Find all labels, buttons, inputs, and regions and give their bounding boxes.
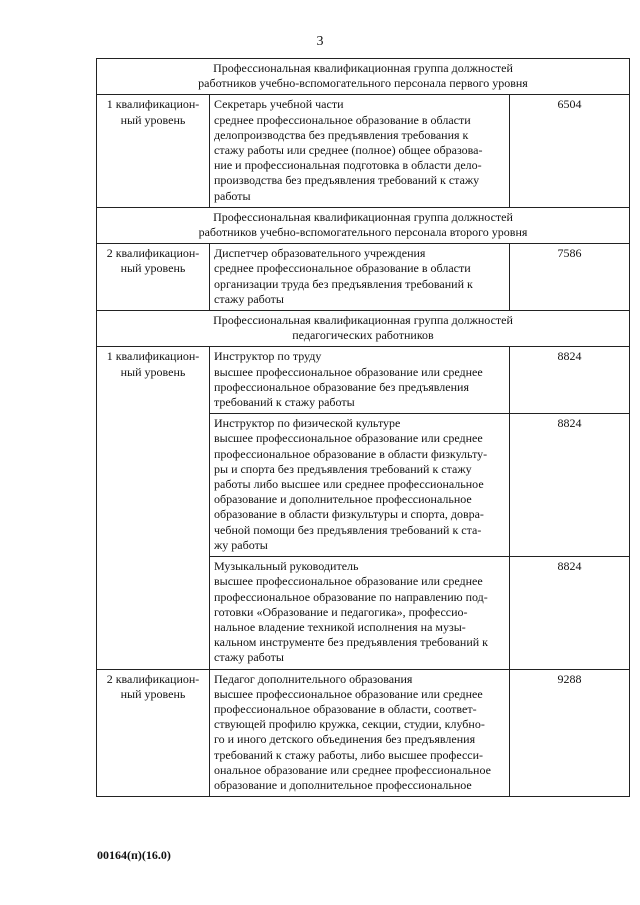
position-row: [97, 669, 630, 797]
group-header-line: работников учебно-вспомогательного персонала второго уровня: [198, 225, 528, 240]
qualification-level-cell: [97, 347, 210, 669]
position-description-cell: [210, 669, 510, 797]
group-header-row: [97, 207, 630, 243]
position-description-line: высшее профессиональное образование или среднее: [214, 364, 483, 379]
group-header: [97, 311, 630, 347]
position-description-line: жу работы: [214, 537, 268, 552]
qualification-level-cell: [97, 669, 210, 797]
position-description-line: ние и профессиональная подготовка в области дело-: [214, 158, 482, 173]
salary-cell: 8824: [510, 347, 630, 414]
position-description-line: требований к стажу работы, либо высшее професси-: [214, 747, 484, 762]
position-description-line: организации труда без предъявления требований к: [214, 276, 473, 291]
position-description-line: Музыкальный руководитель: [214, 559, 359, 574]
position-description-line: чебной помощи без предъявления требований к ста-: [214, 522, 482, 537]
qualification-level-line: ный уровень: [120, 364, 186, 379]
position-description-line: ствующей профилю кружка, секции, студии, клубно-: [214, 717, 485, 732]
position-description-line: Инструктор по физической культуре: [214, 416, 401, 431]
qualification-table-body: [97, 59, 630, 797]
group-header-row: [97, 311, 630, 347]
position-description-line: высшее профессиональное образование или среднее: [214, 431, 483, 446]
salary-cell: 9288: [510, 669, 630, 797]
position-description-line: среднее профессиональное образование в области: [214, 112, 471, 127]
position-description-line: профессиональное образование без предъявления: [214, 379, 469, 394]
qualification-level-line: 1 квалификацион-: [106, 349, 200, 364]
document-code: 00164(п)(16.0): [97, 848, 171, 862]
qualification-level-line: 2 квалификацион-: [106, 246, 200, 261]
group-header-row: [97, 59, 630, 95]
position-description-line: производства без предъявления требований к стажу: [214, 173, 480, 188]
qualification-level-line: ный уровень: [120, 112, 186, 127]
position-description-line: стажу работы: [214, 650, 284, 665]
position-description-line: Секретарь учебной части: [214, 97, 344, 112]
qualification-table: [96, 58, 630, 797]
group-header-line: работников учебно-вспомогательного персонала первого уровня: [198, 76, 528, 91]
position-description-line: высшее профессиональное образование или среднее: [214, 574, 483, 589]
page-number: 3: [316, 34, 324, 49]
position-description-line: нальное владение техникой исполнения на музы-: [214, 619, 466, 634]
position-description-line: образование в области физкультуры и спорта, довра-: [214, 507, 484, 522]
qualification-level-line: ный уровень: [120, 686, 186, 701]
salary-cell: 8824: [510, 557, 630, 669]
group-header-line: Профессиональная квалификационная группа должностей: [213, 209, 513, 224]
position-description-line: готовки «Образование и педагогика», профессио-: [214, 604, 468, 619]
position-description-line: работы либо высшее или среднее профессиональное: [214, 477, 484, 492]
salary-cell: 6504: [510, 95, 630, 207]
group-header-line: Профессиональная квалификационная группа должностей: [213, 313, 513, 328]
group-header: [97, 59, 630, 95]
group-header-line: Профессиональная квалификационная группа должностей: [213, 61, 513, 75]
position-row: [97, 244, 630, 311]
position-description-cell: [210, 414, 510, 557]
position-description-line: профессиональное образование в области, соответ-: [214, 701, 477, 716]
salary-cell: 7586: [510, 244, 630, 311]
position-description-line: образование и дополнительное профессиональное: [214, 492, 472, 507]
position-description-line: стажу работы или среднее (полное) общее образова-: [214, 143, 483, 158]
position-description-line: го и иного детского объединения без предъявления: [214, 732, 476, 747]
position-description-cell: [210, 347, 510, 414]
position-description-line: кальном инструменте без предъявления требований к: [214, 635, 489, 650]
position-description-line: Педагог дополнительного образования: [214, 671, 413, 686]
position-description-line: требований к стажу работы: [214, 395, 355, 410]
position-description-line: Инструктор по труду: [214, 349, 322, 364]
position-description-cell: [210, 557, 510, 669]
position-description-line: работы: [214, 188, 251, 203]
position-description-line: Диспетчер образовательного учреждения: [214, 246, 426, 261]
position-description-line: профессиональное образование в области физкульту-: [214, 446, 488, 461]
qualification-level-line: 1 квалификацион-: [106, 97, 200, 112]
qualification-level-cell: [97, 244, 210, 311]
position-description-line: ональное образование или среднее профессиональное: [214, 762, 491, 777]
position-description-line: делопроизводства без предъявления требования к: [214, 127, 469, 142]
position-row: [97, 347, 630, 414]
qualification-level-line: 2 квалификацион-: [106, 671, 200, 686]
position-description-line: среднее профессиональное образование в области: [214, 261, 471, 276]
position-description-line: образование и дополнительное профессиональное: [214, 777, 472, 792]
position-description-line: профессиональное образование по направлению под-: [214, 589, 488, 604]
position-description-line: высшее профессиональное образование или среднее: [214, 686, 483, 701]
qualification-level-line: ный уровень: [120, 261, 186, 276]
position-description-line: ры и спорта без предъявления требований к стажу: [214, 461, 472, 476]
qualification-level-cell: [97, 95, 210, 207]
position-description-line: стажу работы: [214, 291, 284, 306]
group-header: [97, 207, 630, 243]
position-row: [97, 95, 630, 207]
group-header-line: педагогических работников: [292, 328, 434, 343]
position-description-cell: [210, 95, 510, 207]
position-description-cell: [210, 244, 510, 311]
salary-cell: 8824: [510, 414, 630, 557]
